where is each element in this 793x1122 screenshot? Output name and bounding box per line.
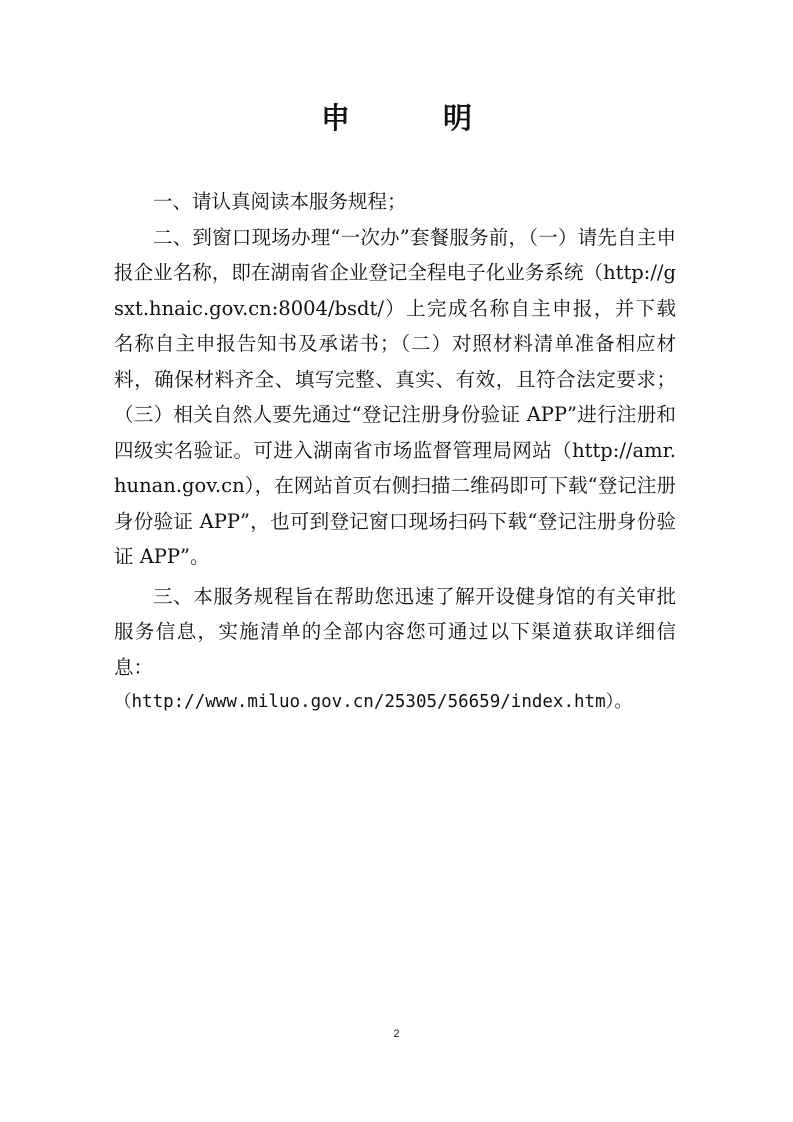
paragraph-2: 二、到窗口现场办理“一次办”套餐服务前，（一）请先自主申报企业名称，即在湖南省企业登记全程电子化业务系统（http://gsxt.hnaic.gov.cn:8004/bsdt/）上完成名称自主申报，并下载名称自主申报告知书及承诺书；（二）对照材料清单准备相应材料，确保材料齐全、填写完整、真实、有效，且符合法定要求；（三）相关自然人要先通过“登记注册身份验证 APP”进行注册和四级实名验证。可进入湖南省市场监督管理局网站（http://amr.hunan.gov.cn），在网站首页右侧扫描二维码即可下载“登记注册身份验证 APP”，也可到登记窗口现场扫码下载“登记注册身份验证 APP”。 xyxy=(114,225,676,568)
page-number: 2 xyxy=(393,1028,400,1040)
paragraph-3-url[interactable]: （http://www.miluo.gov.cn/25305/56659/index.htm）。 xyxy=(114,692,632,712)
document-body xyxy=(114,184,676,721)
paragraph-1: 一、请认真阅读本服务规程； xyxy=(153,190,407,213)
paragraph-3: 三、本服务规程旨在帮助您迅速了解开设健身馆的有关审批服务信息，实施清单的全部内容您可通过以下渠道获取详细信息： xyxy=(114,584,676,679)
page-title: 申 明 xyxy=(320,101,504,135)
